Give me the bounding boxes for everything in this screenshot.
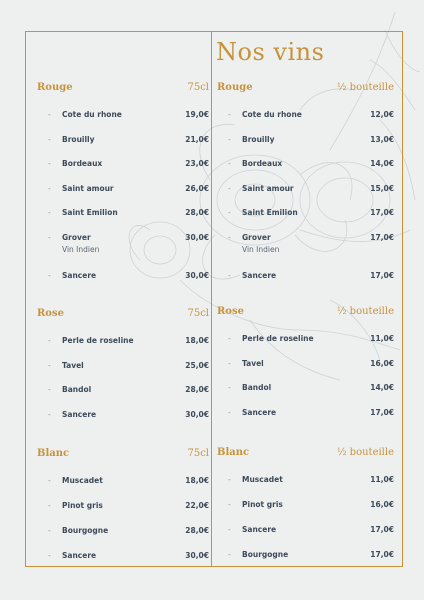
menu-title: Nos vins (216, 38, 325, 66)
column-divider (211, 31, 212, 567)
bullet-dash: - (228, 358, 231, 368)
wine-price: 30,0€ (185, 233, 209, 242)
wine-row (228, 359, 394, 369)
bullet-dash: - (48, 501, 51, 510)
wine-row (228, 408, 394, 418)
wine-price: 30,0€ (185, 409, 209, 419)
wine-row (48, 208, 209, 218)
wine-row (228, 271, 394, 281)
section-heading-rose (37, 308, 209, 319)
wine-price: 12,0€ (370, 110, 394, 119)
wine-price: 28,0€ (185, 526, 209, 535)
section-label: Rose (37, 308, 64, 319)
wine-row (228, 383, 394, 393)
bullet-dash: - (228, 525, 231, 534)
wine-price: 17,0€ (370, 270, 394, 280)
wine-name: Muscadet (242, 475, 283, 484)
bullet-dash: - (228, 407, 231, 417)
bullet-dash: - (48, 476, 51, 485)
bullet-dash: - (48, 270, 51, 280)
wine-row (48, 184, 209, 194)
wine-row (228, 110, 394, 120)
wine-price: 17,0€ (370, 208, 394, 218)
bullet-dash: - (48, 360, 51, 370)
bullet-dash: - (48, 110, 51, 119)
wine-name: Muscadet (62, 476, 103, 485)
wine-name: Sancere (242, 270, 277, 280)
wine-row (48, 476, 209, 486)
wine-price: 21,0€ (185, 134, 209, 144)
wine-name: Bordeaux (62, 159, 103, 169)
section-heading-rouge (217, 82, 394, 93)
wine-name: Tavel (242, 358, 264, 368)
section-label: Rouge (37, 82, 73, 93)
wine-name: Bandol (62, 385, 92, 395)
bullet-dash: - (228, 270, 231, 280)
bullet-dash: - (48, 208, 51, 218)
wine-row (48, 385, 209, 395)
bullet-dash: - (48, 526, 51, 535)
wine-name: Sancere (62, 409, 97, 419)
bullet-dash: - (228, 500, 231, 509)
section-heading-blanc (217, 447, 394, 458)
bullet-dash: - (228, 110, 231, 119)
wine-name: Saint Emilion (62, 208, 118, 218)
wine-price: 19,0€ (185, 110, 209, 119)
wine-price: 17,0€ (370, 407, 394, 417)
wine-price: 16,0€ (370, 500, 394, 509)
wine-row (48, 135, 209, 145)
bullet-dash: - (228, 233, 231, 242)
wine-name: Grover (242, 233, 271, 242)
bullet-dash: - (48, 409, 51, 419)
bullet-dash: - (228, 183, 231, 193)
bullet-dash: - (48, 183, 51, 193)
wine-price: 14,0€ (370, 159, 394, 169)
wine-name: Brouilly (242, 134, 275, 144)
wine-name: Saint amour (242, 183, 294, 193)
section-heading-blanc (37, 448, 209, 459)
wine-name: Sancere (62, 270, 97, 280)
wine-price: 30,0€ (185, 551, 209, 560)
wine-name: Tavel (62, 360, 84, 370)
wine-name: Perle de roseline (62, 336, 134, 345)
section-heading-rouge (37, 82, 209, 93)
wine-price: 17,0€ (370, 550, 394, 559)
section-unit: ½ bouteille (336, 306, 394, 317)
wine-row (48, 336, 209, 346)
wine-subtitle: Vin Indien (242, 245, 280, 254)
section-unit: ½ bouteille (336, 447, 394, 458)
wine-row (228, 525, 394, 535)
wine-name: Pinot gris (62, 501, 103, 510)
wine-name: Saint Emilion (242, 208, 298, 218)
bullet-dash: - (48, 134, 51, 144)
wine-price: 28,0€ (185, 385, 209, 395)
wine-price: 13,0€ (370, 134, 394, 144)
section-unit: 75cl (187, 448, 209, 459)
wine-name: Grover (62, 233, 91, 242)
bullet-dash: - (228, 134, 231, 144)
wine-row (228, 233, 394, 254)
bullet-dash: - (228, 475, 231, 484)
wine-price: 26,0€ (185, 183, 209, 193)
bullet-dash: - (228, 208, 231, 218)
section-label: Blanc (37, 448, 70, 459)
section-unit: 75cl (187, 82, 209, 93)
bullet-dash: - (48, 233, 51, 242)
wine-row (228, 475, 394, 485)
wine-name: Bordeaux (242, 159, 283, 169)
wine-row (48, 271, 209, 281)
wine-row (48, 361, 209, 371)
wine-row (228, 500, 394, 510)
wine-price: 16,0€ (370, 358, 394, 368)
bullet-dash: - (228, 334, 231, 343)
section-unit: ½ bouteille (336, 82, 394, 93)
wine-row (228, 334, 394, 344)
wine-row (228, 184, 394, 194)
wine-name: Cote du rhone (242, 110, 302, 119)
wine-name: Bourgogne (242, 550, 289, 559)
wine-price: 25,0€ (185, 360, 209, 370)
wine-row (228, 550, 394, 560)
wine-price: 18,0€ (185, 476, 209, 485)
wine-name: Sancere (242, 407, 277, 417)
wine-row (48, 551, 209, 561)
section-label: Rose (217, 306, 244, 317)
bullet-dash: - (48, 159, 51, 169)
wine-price: 28,0€ (185, 208, 209, 218)
wine-name: Perle de roseline (242, 334, 314, 343)
section-heading-rose (217, 306, 394, 317)
bullet-dash: - (228, 550, 231, 559)
bullet-dash: - (48, 385, 51, 395)
bullet-dash: - (48, 336, 51, 345)
wine-row (48, 501, 209, 511)
bullet-dash: - (48, 551, 51, 560)
wine-price: 30,0€ (185, 270, 209, 280)
wine-name: Saint amour (62, 183, 114, 193)
wine-row (228, 159, 394, 169)
section-label: Blanc (217, 447, 250, 458)
wine-row (48, 159, 209, 169)
bullet-dash: - (228, 159, 231, 169)
wine-price: 11,0€ (370, 475, 394, 484)
wine-name: Pinot gris (242, 500, 283, 509)
wine-row (228, 208, 394, 218)
wine-name: Sancere (62, 551, 97, 560)
wine-price: 15,0€ (370, 183, 394, 193)
wine-price: 18,0€ (185, 336, 209, 345)
wine-row (228, 135, 394, 145)
wine-row (48, 233, 209, 254)
wine-name: Bourgogne (62, 526, 109, 535)
wine-price: 11,0€ (370, 334, 394, 343)
wine-name: Cote du rhone (62, 110, 122, 119)
section-unit: 75cl (187, 308, 209, 319)
wine-price: 23,0€ (185, 159, 209, 169)
wine-name: Sancere (242, 525, 277, 534)
wine-price: 17,0€ (370, 525, 394, 534)
bullet-dash: - (228, 383, 231, 393)
wine-subtitle: Vin Indien (62, 245, 100, 254)
wine-price: 17,0€ (370, 233, 394, 242)
wine-name: Bandol (242, 383, 272, 393)
wine-name: Brouilly (62, 134, 95, 144)
wine-price: 22,0€ (185, 501, 209, 510)
section-label: Rouge (217, 82, 253, 93)
wine-row (48, 526, 209, 536)
wine-row (48, 410, 209, 420)
wine-price: 14,0€ (370, 383, 394, 393)
wine-row (48, 110, 209, 120)
